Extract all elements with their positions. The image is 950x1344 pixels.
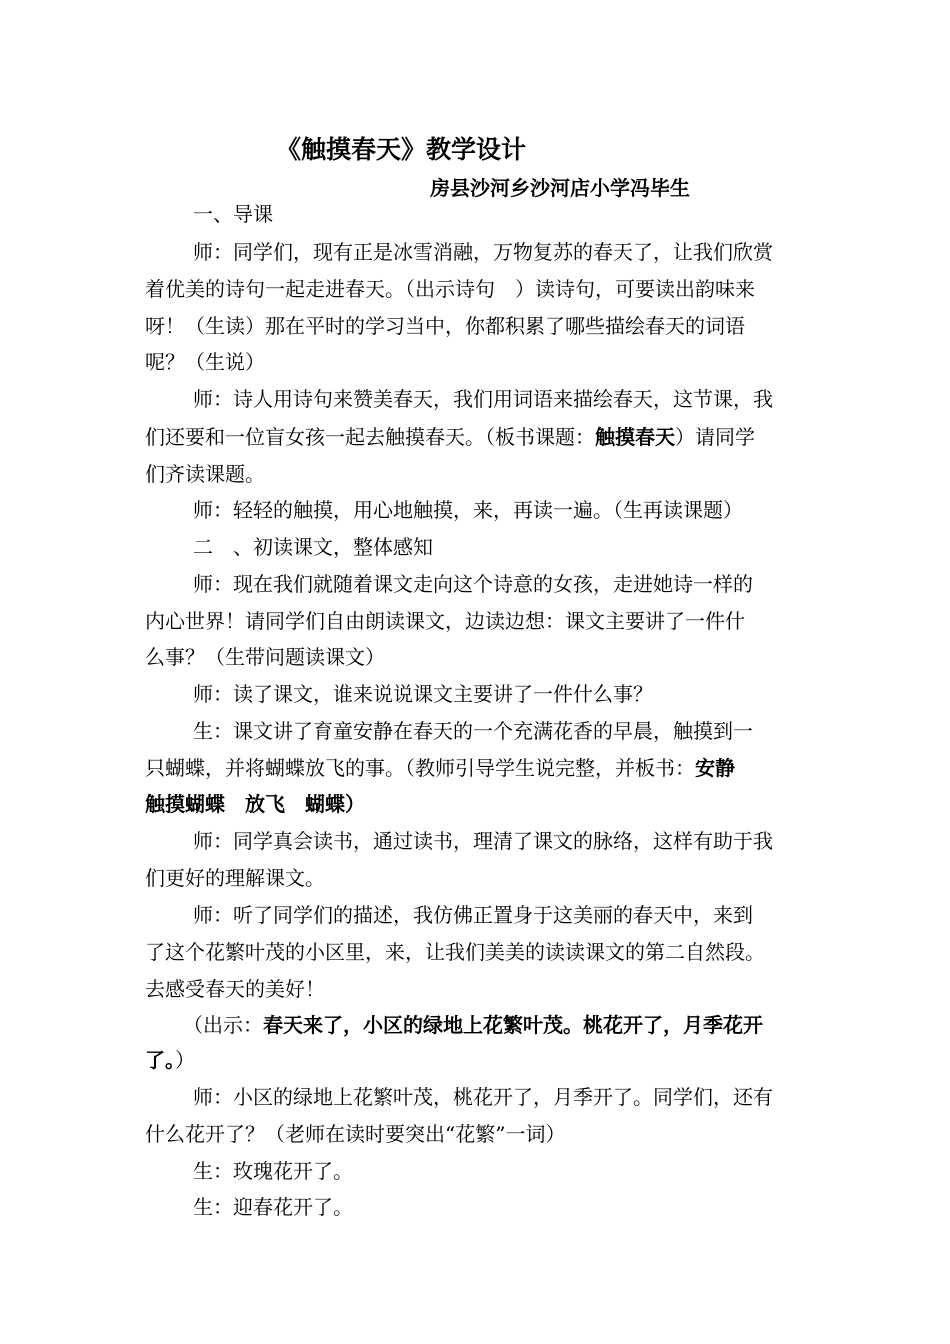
text-segment: ）请同学 <box>675 425 755 449</box>
body-line <box>193 901 753 929</box>
text-segment: 一、导课 <box>193 202 273 226</box>
body-line <box>193 827 773 855</box>
text-segment: 师：同学真会读书，通过读书，理清了课文的脉络，这样有助于我 <box>193 829 773 853</box>
text-segment: 呢？（生说） <box>145 350 265 374</box>
text-segment: 什么花开了？（老师在读时要突出“花繁”一词） <box>145 1122 566 1146</box>
text-segment: 们齐读课题。 <box>145 462 265 486</box>
text-segment: ） <box>175 1048 195 1072</box>
body-line <box>145 348 265 376</box>
body-line <box>145 423 755 451</box>
text-segment: 么事？（生带问题读课文） <box>145 645 385 669</box>
text-segment: 们还要和一位盲女孩一起去触摸春天。（板书课题： <box>145 425 595 449</box>
body-line <box>145 312 745 340</box>
text-segment: 了这个花繁叶茂的小区里，来，让我们美美的读读课文的第二自然段。 <box>145 940 765 964</box>
bold-text-segment: 安静 <box>695 756 735 780</box>
text-segment: （出示： <box>183 1013 263 1037</box>
bold-text-segment: 了。 <box>145 1048 175 1072</box>
document-author: 房县沙河乡沙河店小学冯毕生 <box>430 176 690 200</box>
body-line <box>193 1157 353 1185</box>
text-segment: 生：迎春花开了。 <box>193 1195 353 1219</box>
text-segment: 师：小区的绿地上花繁叶茂，桃花开了，月季开了。同学们，还有 <box>193 1085 773 1109</box>
bold-text-segment: 春天来了，小区的绿地上花繁叶茂。桃花开了，月季花开 <box>263 1013 763 1037</box>
body-line <box>193 238 773 266</box>
body-line <box>183 1011 763 1039</box>
text-segment: 生：课文讲了育童安静在春天的一个充满花香的早晨，触摸到一 <box>193 719 753 743</box>
body-line <box>193 496 743 524</box>
text-segment: 内心世界！请同学们自由朗读课文，边读边想：课文主要讲了一件什 <box>145 609 745 633</box>
text-segment: 只蝴蝶，并将蝴蝶放飞的事。（教师引导学生说完整，并板书： <box>145 756 695 780</box>
text-segment: 呀！（生读）那在平时的学习当中，你都积累了哪些描绘春天的词语 <box>145 314 745 338</box>
text-segment: 去感受春天的美好！ <box>145 977 325 1001</box>
body-line <box>193 717 753 745</box>
text-segment: 着优美的诗句一起走进春天。（出示诗句 ）读诗句，可要读出韵味来 <box>145 277 755 301</box>
text-segment: 师：现在我们就随着课文走向这个诗意的女孩，走进她诗一样的 <box>193 572 753 596</box>
body-line <box>193 680 653 708</box>
body-line <box>145 607 745 635</box>
body-line <box>145 1046 195 1074</box>
body-line <box>193 1193 353 1221</box>
body-line <box>193 533 433 561</box>
body-line <box>193 385 773 413</box>
body-line <box>145 643 385 671</box>
text-segment: 师：轻轻的触摸，用心地触摸，来，再读一遍。（生再读课题） <box>193 498 743 522</box>
body-line <box>145 754 735 782</box>
body-line <box>145 938 765 966</box>
text-segment: 师：听了同学们的描述，我仿佛正置身于这美丽的春天中，来到 <box>193 903 753 927</box>
bold-text-segment: 触摸春天 <box>595 425 675 449</box>
bold-text-segment: 触摸蝴蝶 放飞 蝴蝶） <box>145 792 365 816</box>
text-segment: 师：诗人用诗句来赞美春天，我们用词语来描绘春天，这节课，我 <box>193 387 773 411</box>
body-line <box>145 460 265 488</box>
text-segment: 师：同学们，现有正是冰雪消融，万物复苏的春天了，让我们欣赏 <box>193 240 773 264</box>
body-line <box>193 1083 773 1111</box>
text-segment: 生：玫瑰花开了。 <box>193 1159 353 1183</box>
body-line <box>193 200 273 228</box>
text-segment: 二 、初读课文，整体感知 <box>193 535 433 559</box>
body-line <box>145 975 325 1003</box>
text-segment: 们更好的理解课文。 <box>145 866 325 890</box>
document-title: 《触摸春天》教学设计 <box>276 135 527 164</box>
body-line <box>145 864 325 892</box>
text-segment: 师：读了课文，谁来说说课文主要讲了一件什么事？ <box>193 682 653 706</box>
body-line <box>145 275 755 303</box>
body-line <box>145 790 365 818</box>
body-line <box>145 1120 565 1148</box>
body-line <box>193 570 753 598</box>
